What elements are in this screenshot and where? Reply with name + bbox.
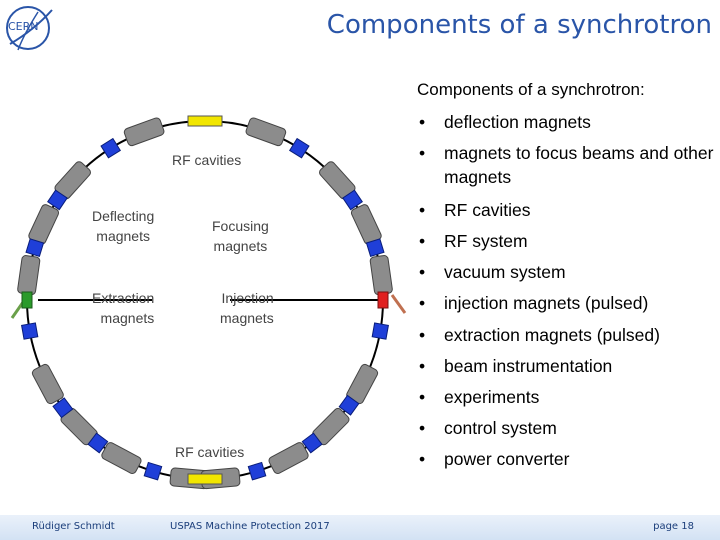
quadrupole-magnet bbox=[144, 462, 161, 479]
bullet-dot: • bbox=[419, 231, 426, 251]
label-extraction-magnets: Extraction magnets bbox=[92, 290, 155, 326]
bullet-dot: • bbox=[419, 112, 426, 132]
list-item-text: vacuum system bbox=[444, 262, 566, 282]
bullet-dot: • bbox=[419, 200, 426, 220]
rf-cavity-top bbox=[188, 116, 222, 126]
quadrupole-magnet bbox=[248, 462, 265, 479]
injection-kicker bbox=[378, 292, 388, 308]
dipole-magnet bbox=[100, 441, 142, 475]
extraction-kicker bbox=[22, 292, 32, 308]
label-injection-magnets: Injection magnets bbox=[220, 290, 274, 326]
synchrotron-diagram bbox=[0, 95, 410, 515]
dipole-magnet bbox=[27, 203, 59, 245]
bullet-dot: • bbox=[419, 449, 426, 469]
footer-event: USPAS Machine Protection 2017 bbox=[170, 521, 330, 532]
quadrupole-magnet bbox=[101, 139, 120, 158]
label-focusing-magnets: Focusing magnets bbox=[212, 218, 269, 254]
list-item-text: experiments bbox=[444, 387, 540, 407]
dipole-magnet bbox=[268, 441, 310, 475]
bullet-dot: • bbox=[419, 143, 426, 163]
list-item-text: RF system bbox=[444, 231, 528, 251]
footer-author: Rüdiger Schmidt bbox=[32, 521, 115, 532]
list-item-text: injection magnets (pulsed) bbox=[444, 293, 649, 313]
bullet-dot: • bbox=[419, 356, 426, 376]
bullet-dot: • bbox=[419, 262, 426, 282]
list-item-text: extraction magnets (pulsed) bbox=[444, 325, 660, 345]
injection-septum bbox=[392, 295, 405, 313]
quadrupole-magnet bbox=[22, 323, 38, 339]
list-item-text: power converter bbox=[444, 449, 570, 469]
dipole-magnet bbox=[17, 255, 40, 295]
dipole-magnet bbox=[31, 363, 65, 405]
cern-logo bbox=[4, 4, 56, 56]
bullet-dot: • bbox=[419, 418, 426, 438]
dipole-magnet bbox=[350, 203, 382, 245]
bullet-dot: • bbox=[419, 293, 426, 313]
dipole-magnet bbox=[245, 117, 287, 147]
bullet-dot: • bbox=[419, 325, 426, 345]
list-item-text: control system bbox=[444, 418, 557, 438]
dipole-magnet bbox=[370, 255, 393, 295]
quadrupole-magnet bbox=[290, 139, 309, 158]
dipole-magnet bbox=[123, 117, 165, 147]
label-deflecting-magnets: Deflecting magnets bbox=[92, 208, 155, 244]
list-item-text: beam instrumentation bbox=[444, 356, 613, 376]
bullet-dot: • bbox=[419, 387, 426, 407]
list-item-text: deflection magnets bbox=[444, 112, 591, 132]
logo-text: CERN bbox=[8, 20, 39, 33]
footer-page: page 18 bbox=[653, 521, 694, 532]
label-rf-cavities-bottom: RF cavities bbox=[175, 444, 245, 460]
slide-title: Components of a synchrotron bbox=[326, 10, 712, 40]
label-rf-cavities-top: RF cavities bbox=[172, 152, 242, 168]
list-title: Components of a synchrotron: bbox=[417, 80, 645, 99]
quadrupole-magnet bbox=[372, 323, 388, 339]
list-item-text: RF cavities bbox=[444, 200, 531, 220]
rf-cavity-bottom bbox=[188, 474, 222, 484]
list-item-text: magnets to focus beams and other magnets bbox=[444, 143, 714, 187]
